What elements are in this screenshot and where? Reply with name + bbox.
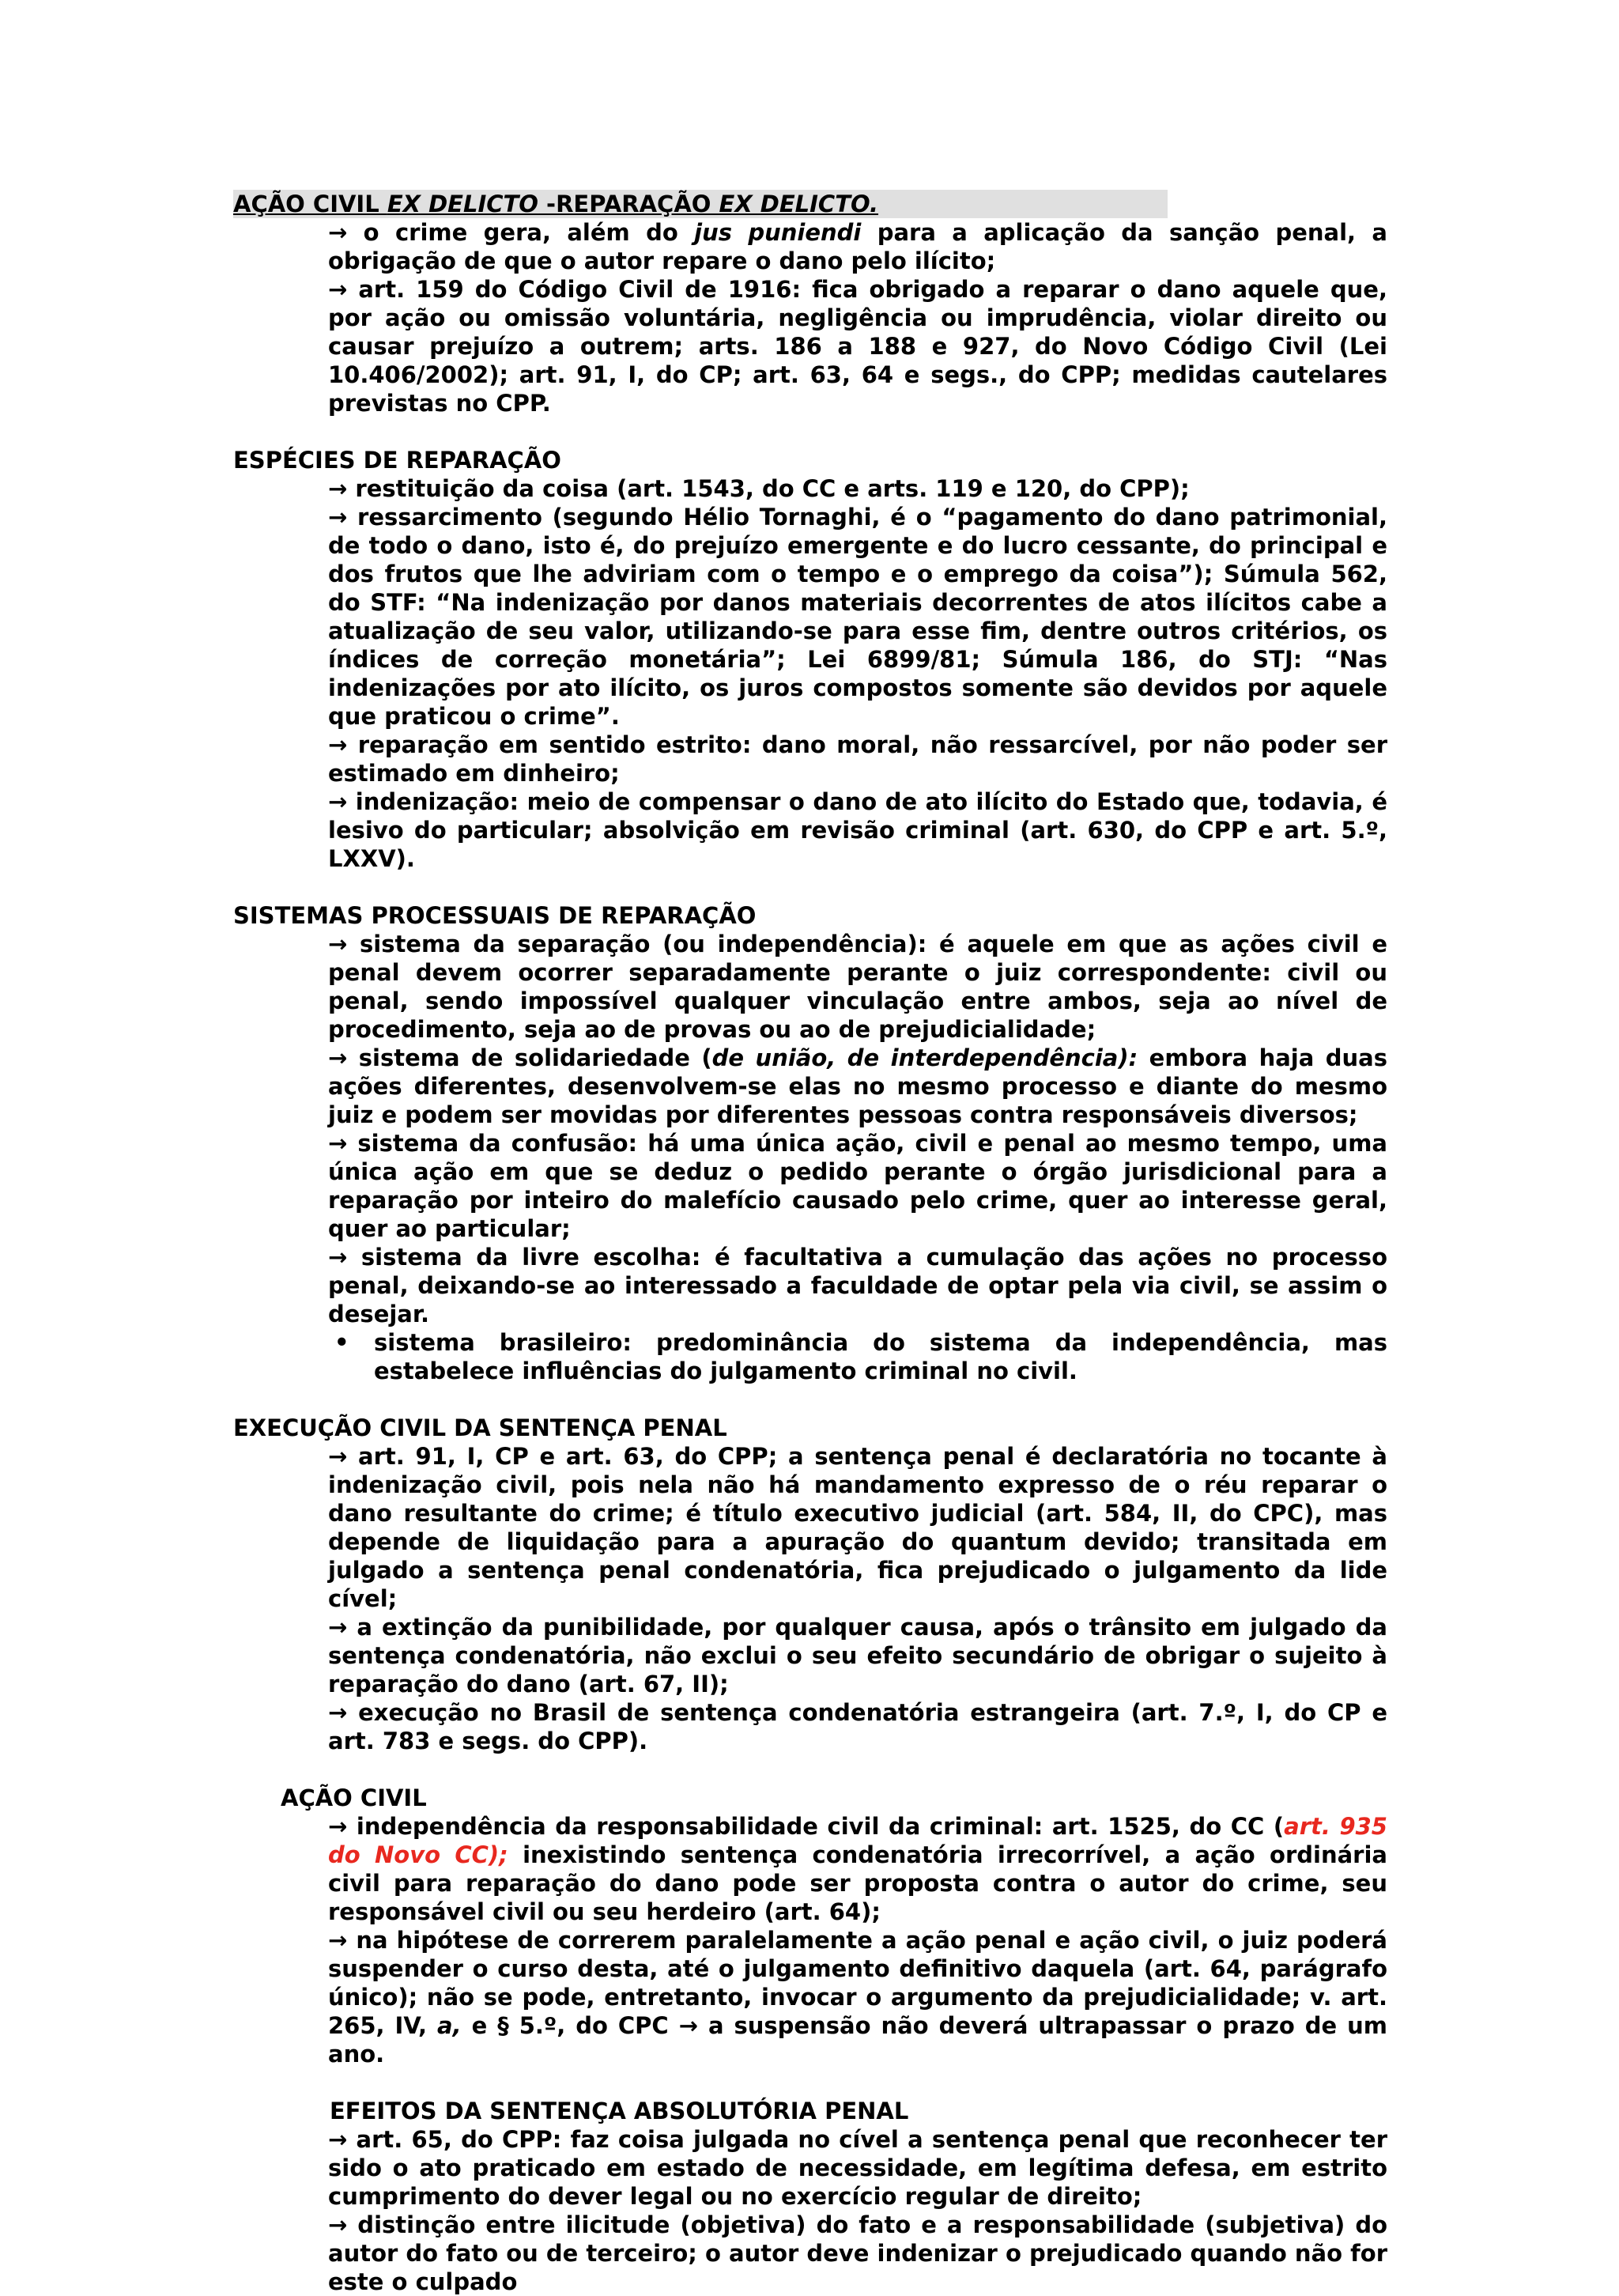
section-heading: EXECUÇÃO CIVIL DA SENTENÇA PENAL: [233, 1414, 727, 1441]
italic-text-run: de união, de interdependência):: [711, 1044, 1138, 1071]
paragraph: → sistema da confusão: há uma única ação, civil e penal ao mesmo tempo, uma única ação em que se deduz o pedido perante o órgão jurisdicional para a reparação por inteiro do malefício causado pelo crime, quer ao interesse geral, quer ao particular;: [328, 1130, 1387, 1242]
text-run: → na hipótese de correrem paralelamente a ação penal e ação civil, o juiz poderá suspender o curso desta, até o julgamento definitivo daquela (art. 64, parágrafo único); não se pode, entretanto, invocar o argumento da prejudicialidade; v. art. 265, IV,: [328, 1927, 1387, 2039]
paragraph: → indenização: meio de compensar o dano de ato ilícito do Estado que, todavia, é lesivo do particular; absolvição em revisão criminal (art. 630, do CPP e art. 5.º, LXXV).: [328, 788, 1387, 872]
paragraph: → a extinção da punibilidade, por qualquer causa, após o trânsito em julgado da sentença condenatória, não exclui o seu efeito secundário de obrigar o sujeito à reparação do dano (art. 67, II);: [328, 1614, 1387, 1697]
bullet-text: sistema brasileiro: predominância do sistema da independência, mas estabelece influências do julgamento criminal no civil.: [374, 1329, 1387, 1384]
document-content: [233, 190, 1387, 2296]
paragraph: → sistema da livre escolha: é facultativa a cumulação das ações no processo penal, deixando-se ao interessado a faculdade de optar pela via civil, se assim o desejar.: [328, 1244, 1387, 1327]
section-acao-civil: [233, 1784, 1387, 2068]
paragraph: → reparação em sentido estrito: dano moral, não ressarcível, por não poder ser estimado em dinheiro;: [328, 731, 1387, 787]
paragraph: → restituição da coisa (art. 1543, do CC e arts. 119 e 120, do CPP);: [328, 475, 1190, 502]
title-text-1: AÇÃO CIVIL: [233, 191, 387, 217]
paragraph: [328, 1812, 1387, 1926]
text-run: → independência da responsabilidade civil da criminal: art. 1525, do CC (: [328, 1813, 1285, 1840]
intro-paragraph-2: → art. 159 do Código Civil de 1916: fica obrigado a reparar o dano aquele que, por ação ou omissão voluntária, negligência ou imprudência, violar direito ou causar prejuízo a outrem; arts. 186 a 188 e 927, do Novo Código Civil (Lei 10.406/2002); art. 91, I, do CP; art. 63, 64 e segs., do CPP; medidas cautelares previstas no CPP.: [328, 276, 1387, 417]
intro-paragraph-1: [328, 218, 1387, 275]
paragraph: → execução no Brasil de sentença condenatória estrangeira (art. 7.º, I, do CP e art. 783 e segs. do CPP).: [328, 1699, 1387, 1754]
section-heading: ESPÉCIES DE REPARAÇÃO: [233, 447, 561, 474]
section-especies: [233, 446, 1387, 873]
paragraph: → sistema da separação (ou independência): é aquele em que as ações civil e penal devem ocorrer separadamente perante o juiz correspondente: civil ou penal, sendo impossível qualquer vinculação entre ambos, seja ao nível de procedimento, seja ao de provas ou ao de prejudicialidade;: [328, 931, 1387, 1043]
text-run: → sistema de solidariedade (: [328, 1044, 712, 1071]
section-heading: EFEITOS DA SENTENÇA ABSOLUTÓRIA PENAL: [330, 2098, 909, 2124]
paragraph: → art. 65, do CPP: faz coisa julgada no cível a sentença penal que reconhecer ter sido o ato praticado em estado de necessidade, em legítima defesa, em estrito cumprimento do dever legal ou no exercício regular de direito;: [328, 2126, 1387, 2210]
section-efeitos: [233, 2097, 1387, 2296]
title-text-ex-delicto-2: EX DELICTO.: [719, 191, 879, 217]
section-heading: AÇÃO CIVIL: [281, 1784, 427, 1811]
section-execucao: [233, 1414, 1387, 1755]
title-text-2: -REPARAÇÃO: [538, 191, 719, 217]
intro-1-c: para a aplicação da sanção penal, a obrigação de que o autor repare o dano pelo ilícito;: [328, 219, 1387, 274]
intro-1-b: jus puniendi: [694, 219, 862, 246]
text-run: e § 5.º, do CPC → a suspensão não deverá ultrapassar o prazo de um ano.: [328, 2012, 1387, 2068]
paragraph: → art. 91, I, CP e art. 63, do CPP; a sentença penal é declaratória no tocante à indenização civil, pois nela não há mandamento expresso de o réu reparar o dano resultante do crime; é título executivo judicial (art. 584, II, do CPC), mas depende de liquidação para a apuração do quantum devido; transitada em julgado a sentença penal condenatória, fica prejudicado o julgamento da lide cível;: [328, 1443, 1387, 1612]
bullet-icon: •: [334, 1329, 349, 1356]
document-title: [233, 190, 1168, 218]
text-run: embora haja duas ações diferentes, desenvolvem-se elas no mesmo processo e diante do mesmo juiz e podem ser movidas por diferentes pessoas contra responsáveis diversos;: [328, 1044, 1387, 1128]
red-italic-text-run: art. 935 do Novo CC);: [328, 1813, 1387, 1868]
paragraph: [328, 1044, 1387, 1129]
bullet-item: [328, 1328, 1387, 1385]
text-run: inexistindo sentença condenatória irrecorrível, a ação ordinária civil para reparação do dano pode ser proposta contra o autor do crime, seu responsável civil ou seu herdeiro (art. 64);: [328, 1841, 1387, 1925]
paragraph: → ressarcimento (segundo Hélio Tornaghi, é o “pagamento do dano patrimonial, de todo o dano, isto é, do prejuízo emergente e do lucro cessante, do principal e dos frutos que lhe adviriam com o tempo e o emprego da coisa”); Súmula 562, do STF: “Na indenização por danos materiais decorrentes de atos ilícitos cabe a atualização de seu valor, utilizando-se para esse fim, dentre outros critérios, os índices de correção monetária”; Lei 6899/81; Súmula 186, do STJ: “Nas indenizações por ato ilícito, os juros compostos somente são devidos por aquele que praticou o crime”.: [328, 504, 1387, 730]
paragraph: [328, 1926, 1387, 2068]
section-heading: SISTEMAS PROCESSUAIS DE REPARAÇÃO: [233, 902, 757, 929]
italic-text-run: a,: [437, 2012, 462, 2039]
intro-1-a: → o crime gera, além do: [328, 219, 695, 246]
title-text-ex-delicto: EX DELICTO: [387, 191, 538, 217]
section-sistemas: [233, 901, 1387, 1385]
paragraph: → distinção entre ilicitude (objetiva) do fato e a responsabilidade (subjetiva) do autor do fato ou de terceiro; o autor deve indenizar o prejudicado quando não for este o culpado: [328, 2211, 1387, 2295]
